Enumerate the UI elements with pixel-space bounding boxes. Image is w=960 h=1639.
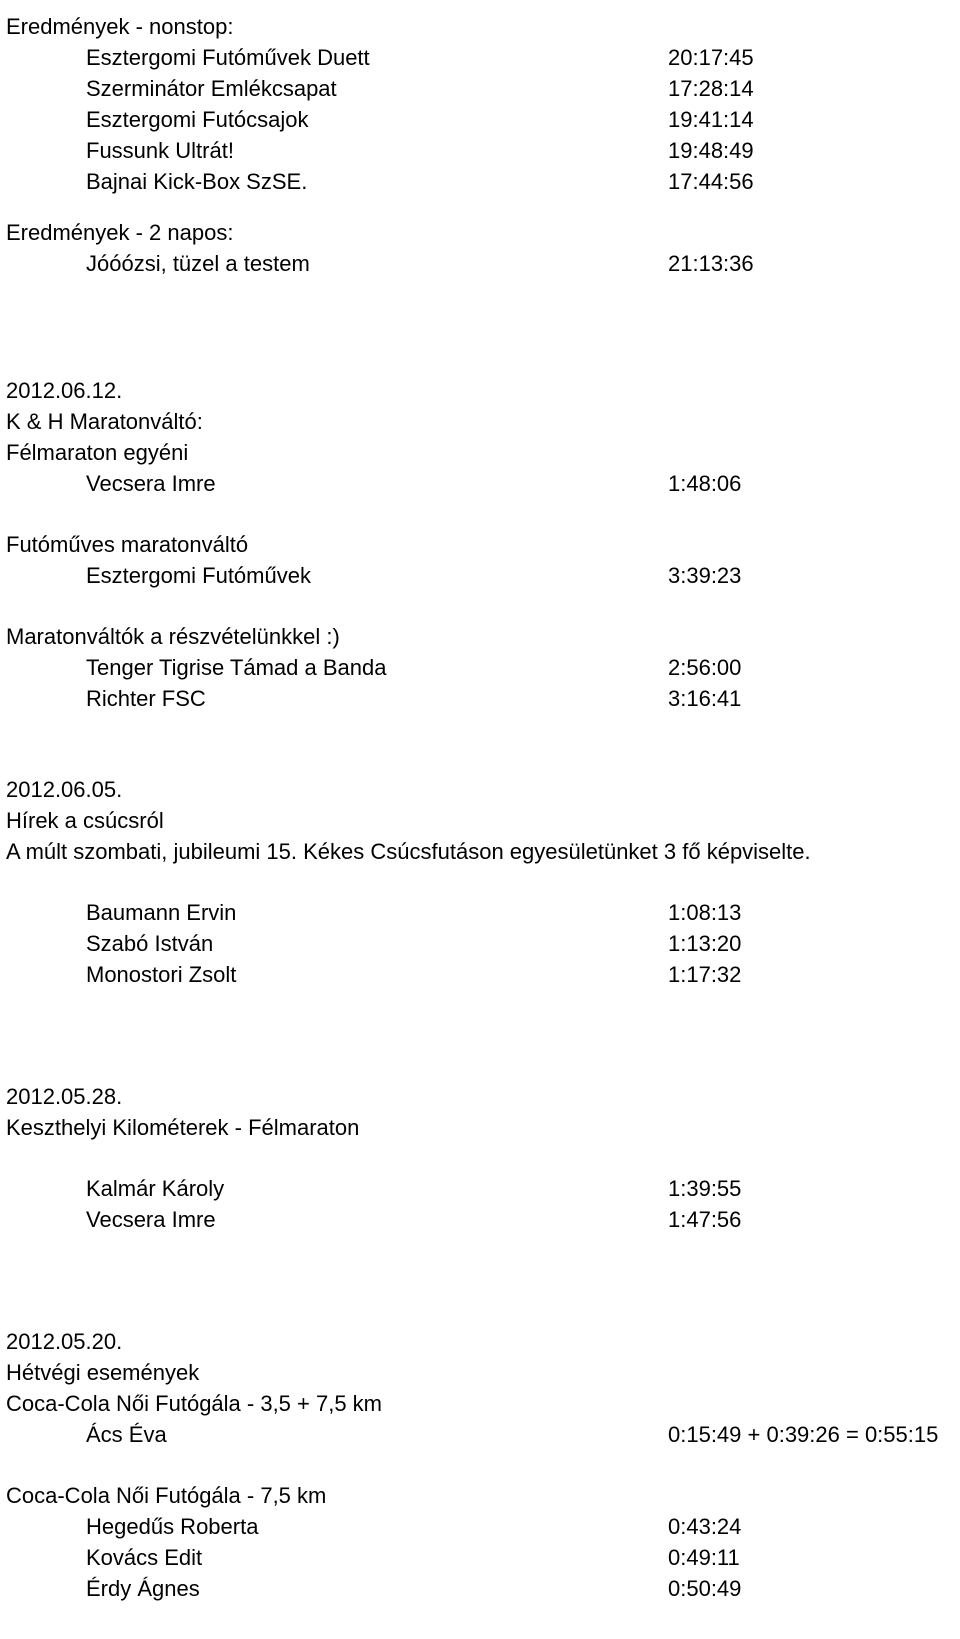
section-text: Keszthelyi Kilométerek - Félmaraton xyxy=(6,1115,360,1140)
result-time: 17:44:56 xyxy=(668,169,754,194)
section-text: Maratonváltók a részvételünkkel :) xyxy=(6,624,340,649)
result-row xyxy=(0,653,960,683)
result-time: 19:48:49 xyxy=(668,138,754,163)
result-time: 17:28:14 xyxy=(668,76,754,101)
result-name: Vecsera Imre xyxy=(86,471,216,496)
result-row xyxy=(0,249,960,279)
result-name: Bajnai Kick-Box SzSE. xyxy=(86,169,308,194)
result-time: 20:17:45 xyxy=(668,45,754,70)
section-text: 2012.06.12. xyxy=(6,378,123,403)
result-row xyxy=(0,105,960,135)
section-text: 2012.06.05. xyxy=(6,777,123,802)
result-time: 3:39:23 xyxy=(668,563,742,588)
result-name: Szabó István xyxy=(86,931,214,956)
result-time: 1:13:20 xyxy=(668,931,742,956)
section-text: Coca-Cola Női Futógála - 7,5 km xyxy=(6,1483,327,1508)
section-text: 2012.05.20. xyxy=(6,1329,123,1354)
result-row xyxy=(0,1543,960,1573)
result-time: 1:48:06 xyxy=(668,471,742,496)
result-time: 1:47:56 xyxy=(668,1207,742,1232)
result-time: 0:15:49 + 0:39:26 = 0:55:15 xyxy=(668,1422,939,1447)
result-row xyxy=(0,561,960,591)
result-name: Monostori Zsolt xyxy=(86,962,237,987)
result-row xyxy=(0,43,960,73)
result-name: Esztergomi Futócsajok xyxy=(86,107,309,132)
result-name: Hegedűs Roberta xyxy=(86,1514,259,1539)
result-name: Ács Éva xyxy=(86,1422,167,1447)
result-name: Esztergomi Futóművek xyxy=(86,563,311,588)
result-row xyxy=(0,929,960,959)
result-name: Szerminátor Emlékcsapat xyxy=(86,76,337,101)
result-time: 3:16:41 xyxy=(668,686,742,711)
result-name: Vecsera Imre xyxy=(86,1207,216,1232)
result-name: Jóóózsi, tüzel a testem xyxy=(86,251,310,276)
result-row xyxy=(0,167,960,197)
result-name: Kovács Edit xyxy=(86,1545,203,1570)
section-text: Félmaraton egyéni xyxy=(6,440,189,465)
result-name: Kalmár Károly xyxy=(86,1176,225,1201)
result-row xyxy=(0,1420,960,1450)
result-name: Baumann Ervin xyxy=(86,900,237,925)
result-row xyxy=(0,898,960,928)
result-name: Tenger Tigrise Támad a Banda xyxy=(86,655,387,680)
result-time: 19:41:14 xyxy=(668,107,754,132)
result-time: 0:49:11 xyxy=(668,1545,740,1570)
section-text: Hírek a csúcsról xyxy=(6,808,164,833)
result-row xyxy=(0,469,960,499)
result-row xyxy=(0,1574,960,1604)
result-time: 1:17:32 xyxy=(668,962,742,987)
section-text: 2012.05.28. xyxy=(6,1084,123,1109)
result-row xyxy=(0,1512,960,1542)
section-text: Eredmények - 2 napos: xyxy=(6,220,234,245)
section-text: K & H Maratonváltó: xyxy=(6,409,203,434)
section-text: Futóműves maratonváltó xyxy=(6,532,249,557)
result-name: Esztergomi Futóművek Duett xyxy=(86,45,370,70)
result-time: 1:39:55 xyxy=(668,1176,742,1201)
result-time: 2:56:00 xyxy=(668,655,742,680)
result-time: 21:13:36 xyxy=(668,251,754,276)
section-text: Coca-Cola Női Futógála - 3,5 + 7,5 km xyxy=(6,1391,383,1416)
result-name: Érdy Ágnes xyxy=(86,1576,200,1601)
result-time: 0:43:24 xyxy=(668,1514,742,1539)
result-name: Richter FSC xyxy=(86,686,206,711)
result-row xyxy=(0,1174,960,1204)
result-row xyxy=(0,136,960,166)
result-row xyxy=(0,684,960,714)
result-time: 1:08:13 xyxy=(668,900,742,925)
section-text: Eredmények - nonstop: xyxy=(6,14,234,39)
result-time: 0:50:49 xyxy=(668,1576,742,1601)
result-row xyxy=(0,74,960,104)
section-text: Hétvégi események xyxy=(6,1360,200,1385)
result-row xyxy=(0,1205,960,1235)
section-text: A múlt szombati, jubileumi 15. Kékes Csúcsfutáson egyesületünket 3 fő képviselte. xyxy=(6,839,811,864)
result-name: Fussunk Ultrát! xyxy=(86,138,234,163)
result-row xyxy=(0,960,960,990)
